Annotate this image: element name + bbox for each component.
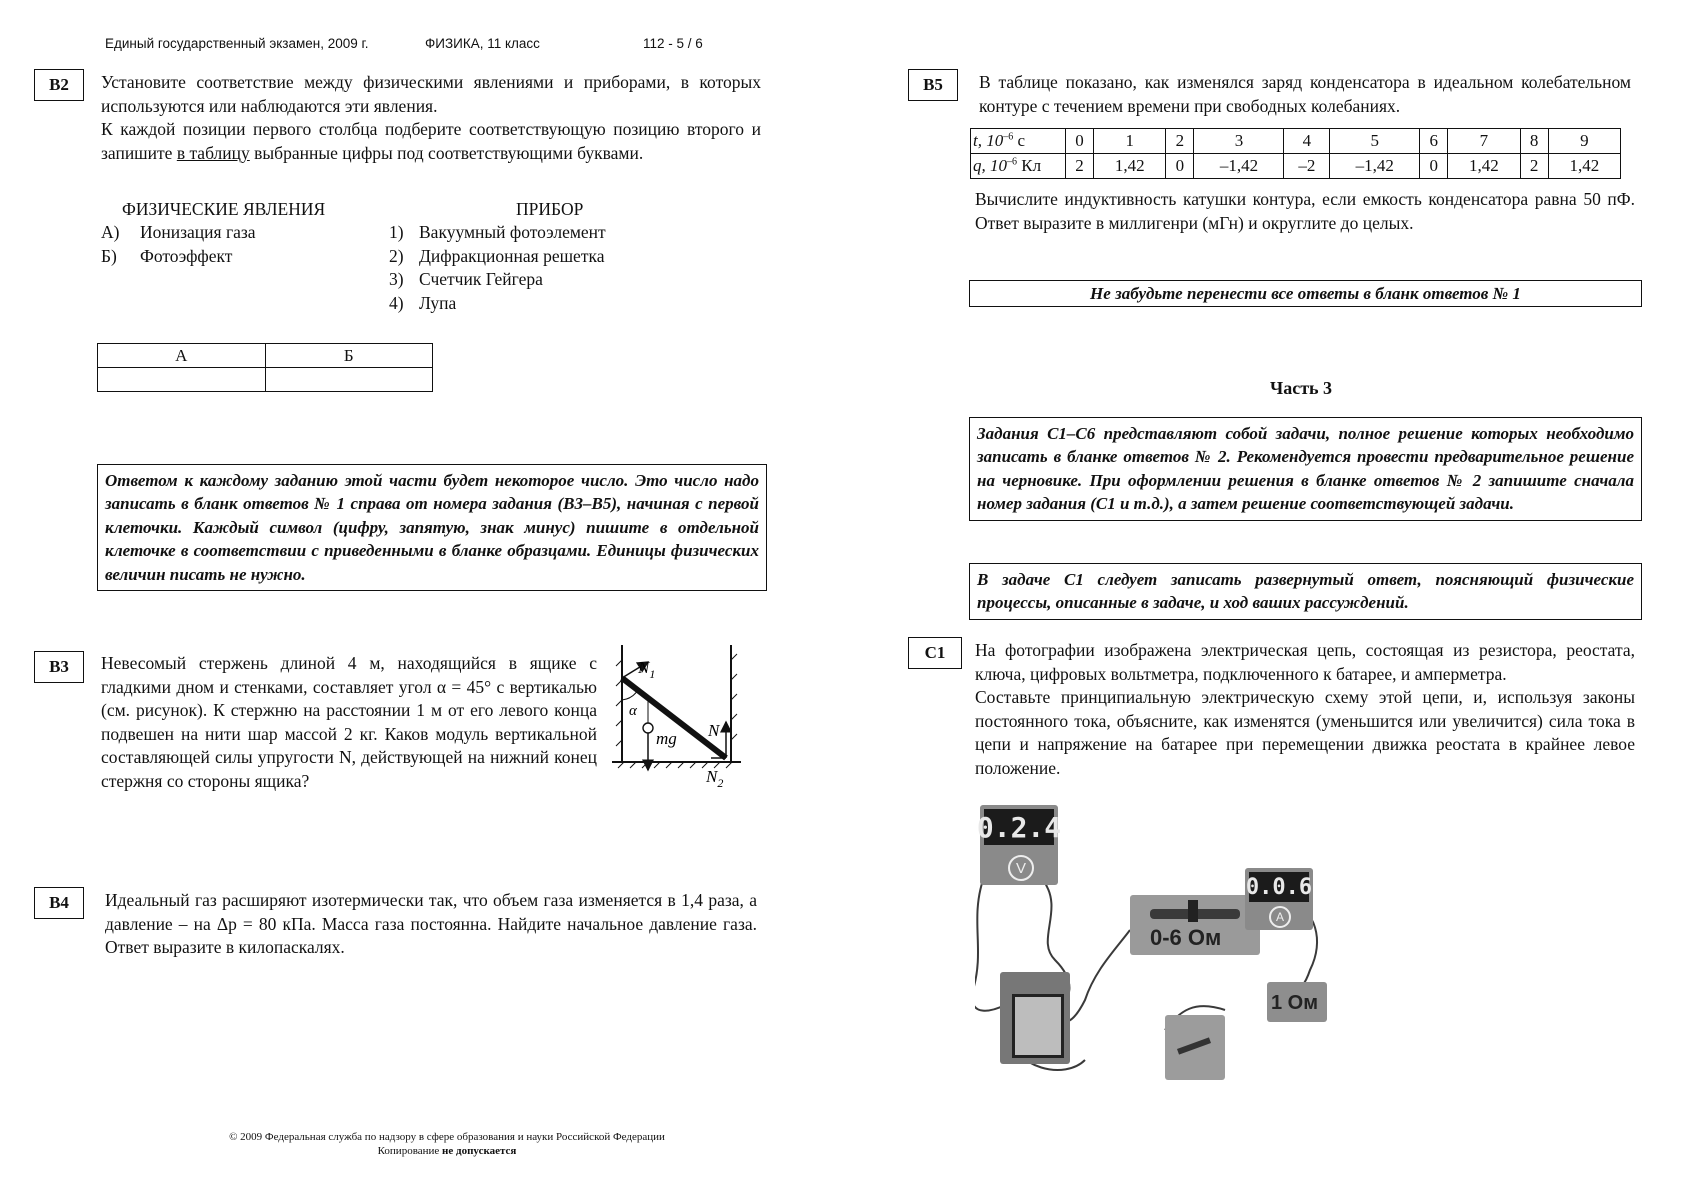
- rheostat: [1130, 895, 1260, 955]
- battery-cell: [1012, 994, 1064, 1058]
- b2-devices-list: [389, 221, 606, 315]
- reminder-box: Не забудьте перенести все ответы в бланк ответов № 1: [969, 280, 1642, 307]
- battery: [1000, 972, 1070, 1064]
- voltmeter: [976, 805, 1062, 885]
- t-cell: 3: [1194, 129, 1284, 154]
- phenomenon-key: Б): [101, 245, 117, 266]
- row-q: [971, 154, 1621, 179]
- q-cell: 1,42: [1094, 154, 1166, 179]
- b2-text-2-link: в таблицу: [176, 142, 250, 163]
- q-cell: –1,42: [1330, 154, 1420, 179]
- q-cell: 2: [1066, 154, 1094, 179]
- b4-text: Идеальный газ расширяют изотермически так, что объем газа изменяется в 1,4 раза, а давление – на Δp = 80 кПа. Масса газа постоянна. Найдите начальное давление газа. Ответ выразите в килопаскалях.: [105, 890, 757, 958]
- row-q-label: [971, 154, 1066, 179]
- t-cell: 1: [1094, 129, 1166, 154]
- b5-question: Вычислите индуктивность катушки контура, если емкость конденсатора равна 50 пФ. Ответ выразите в миллигенри (мГн) и округлите до целых.: [975, 189, 1635, 233]
- t-cell: 8: [1520, 129, 1548, 154]
- q-cell: 0: [1420, 154, 1448, 179]
- t-label: t, 10: [973, 131, 1004, 150]
- t-cell: 7: [1448, 129, 1520, 154]
- b2-answer-table: [97, 343, 433, 392]
- header-page: 112 - 5 / 6: [643, 36, 703, 51]
- device-item: [389, 292, 606, 316]
- answer-header-a: А: [98, 344, 266, 368]
- task-tag-b4: B4: [34, 887, 84, 919]
- q-cell: 1,42: [1548, 154, 1620, 179]
- row-t: [971, 129, 1621, 154]
- b5-text: В таблице показано, как изменялся заряд конденсатора в идеальном колебательном контуре с течением времени при свободных колебаниях.: [979, 72, 1631, 116]
- row-t-label: [971, 129, 1066, 154]
- q-unit: Кл: [1017, 156, 1042, 175]
- device-key: 3): [389, 269, 404, 289]
- t-cell: 9: [1548, 129, 1620, 154]
- note-part-b: Ответом к каждому заданию этой части будет некоторое число. Это число надо записать в бланк ответов № 1 справа от номера задания (В3–В5), начиная с первой клеточки. Каждый символ (цифру, запятую, знак минус) пишите в отдельной клеточке в соответствии с приведенными в бланке образцами. Единицы физических величин писать не нужно.: [97, 464, 767, 591]
- q-cell: 2: [1520, 154, 1548, 179]
- c1-text-2: Составьте принципиальную электрическую схему этой цепи, и, используя законы постоянного тока, объясните, как изменятся (уменьшится или увеличится) сила тока в цепи и напряжение на батарее при перемещении движка реостата в крайнее левое положение.: [975, 687, 1635, 778]
- t-cell: 2: [1166, 129, 1194, 154]
- rheostat-label: 0-6 Ом: [1150, 925, 1222, 950]
- q-cell: 1,42: [1448, 154, 1520, 179]
- b2-text-2a: К каждой позиции первого столбца подберите соответствующую позицию второго и запишите: [101, 119, 761, 163]
- device-text: Дифракционная решетка: [419, 245, 605, 266]
- device-text: Счетчик Гейгера: [419, 269, 543, 289]
- resistor-label: 1 Ом: [1271, 992, 1319, 1014]
- header-subject: ФИЗИКА, 11 класс: [425, 36, 540, 51]
- device-item: [389, 221, 606, 245]
- b2-col1-head: ФИЗИЧЕСКИЕ ЯВЛЕНИЯ: [122, 199, 326, 219]
- footer-line1: © 2009 Федеральная служба по надзору в сфере образования и науки Российской Федерации: [229, 1131, 665, 1143]
- t-exp: –6: [1003, 131, 1014, 143]
- q-label: q, 10: [973, 156, 1007, 175]
- device-text: Лупа: [419, 292, 457, 313]
- ammeter-display: 0.0.6: [1249, 872, 1309, 902]
- note-part-c: Задания С1–С6 представляют собой задачи, полное решение которых необходимо записать в бланке ответов № 2. Рекомендуется провести предварительное решение на черновике. При оформлении решения в бланке ответов № 2 запишите сначала номер задания (С1 и т.д.), а затем решение соответствующей задачи.: [969, 417, 1642, 521]
- b2-text-2: [101, 118, 761, 165]
- b2-col2-head: ПРИБОР: [516, 199, 584, 219]
- ammeter: [1245, 868, 1313, 930]
- device-key: 1): [389, 222, 404, 242]
- task-tag-b2: B2: [34, 69, 84, 101]
- task-tag-b3: B3: [34, 651, 84, 683]
- device-text: Вакуумный фотоэлемент: [419, 222, 606, 242]
- circuit-photo: [975, 800, 1395, 1090]
- footer-line2a: Копирование: [377, 1145, 443, 1157]
- b3-figure: [608, 640, 758, 795]
- label-n1: $N_1$: [638, 658, 656, 681]
- b2-text-1: Установите соответствие между физическими явлениями и приборами, в которых используются или наблюдаются эти явления.: [101, 72, 761, 116]
- note-c1: В задаче С1 следует записать развернутый ответ, поясняющий физические процессы, описанные в задаче, и ход ваших рассуждений.: [969, 563, 1642, 620]
- part3-title: Часть 3: [1270, 378, 1333, 398]
- b2-phenomena-list: [101, 221, 256, 268]
- b5-table: [970, 128, 1621, 179]
- b2-statement: [101, 71, 761, 165]
- t-cell: 5: [1330, 129, 1420, 154]
- switch: [1165, 1015, 1225, 1080]
- answer-cell-b[interactable]: [265, 368, 433, 392]
- phenomenon-item: [101, 221, 256, 245]
- footer-line2: [132, 1144, 762, 1158]
- answer-cell-a[interactable]: [98, 368, 266, 392]
- q-cell: –1,42: [1194, 154, 1284, 179]
- c1-text-1: На фотографии изображена электрическая цепь, состоящая из резистора, реостата, ключа, цифровых вольтметра, подключенного к батарее, и амперметра.: [975, 640, 1635, 684]
- device-key: 4): [389, 292, 404, 313]
- t-cell: 6: [1420, 129, 1448, 154]
- device-item: [389, 245, 606, 269]
- footer: [132, 1130, 762, 1158]
- voltmeter-display: 0.2.4: [976, 810, 1062, 844]
- device-item: [389, 268, 606, 292]
- voltmeter-symbol: V: [1008, 855, 1034, 881]
- switch-lever: [1177, 1037, 1211, 1054]
- b3-text: Невесомый стержень длиной 4 м, находящийся в ящике с гладкими дном и стенками, составляет угол α = 45° с вертикалью (см. рисунок). К стержню на расстоянии 1 м от его левого конца подвешен на нити шар массой 2 кг. Каков модуль вертикальной составляющей силы упругости N, действующей на нижний конец стержня со стороны ящика?: [101, 653, 597, 791]
- footer-line2b: не допускается: [442, 1145, 517, 1157]
- b2-text-2b: выбранные цифры под соответствующими буквами.: [249, 142, 644, 163]
- task-tag-c1: C1: [908, 637, 962, 669]
- label-alpha: α: [629, 703, 637, 719]
- phenomenon-text: Фотоэффект: [140, 245, 233, 266]
- t-cell: 0: [1066, 129, 1094, 154]
- ball: [643, 723, 653, 733]
- phenomenon-item: [101, 245, 256, 269]
- task-tag-b5: B5: [908, 69, 958, 101]
- label-n: N: [708, 721, 720, 740]
- q-cell: 0: [1166, 154, 1194, 179]
- t-unit: с: [1013, 131, 1026, 150]
- label-n2: $N_2$: [706, 767, 724, 790]
- phenomenon-key: А): [101, 222, 120, 242]
- answer-header-b: Б: [265, 344, 433, 368]
- header-exam: Единый государственный экзамен, 2009 г.: [105, 36, 369, 51]
- rheostat-slider: [1188, 900, 1198, 922]
- phenomenon-text: Ионизация газа: [140, 222, 256, 242]
- resistor: [1267, 982, 1327, 1022]
- device-key: 2): [389, 245, 404, 266]
- label-mg: mg: [656, 729, 677, 748]
- t-cell: 4: [1284, 129, 1330, 154]
- ammeter-symbol: A: [1269, 906, 1291, 928]
- c1-statement: [975, 639, 1635, 781]
- q-cell: –2: [1284, 154, 1330, 179]
- q-exp: –6: [1007, 156, 1017, 168]
